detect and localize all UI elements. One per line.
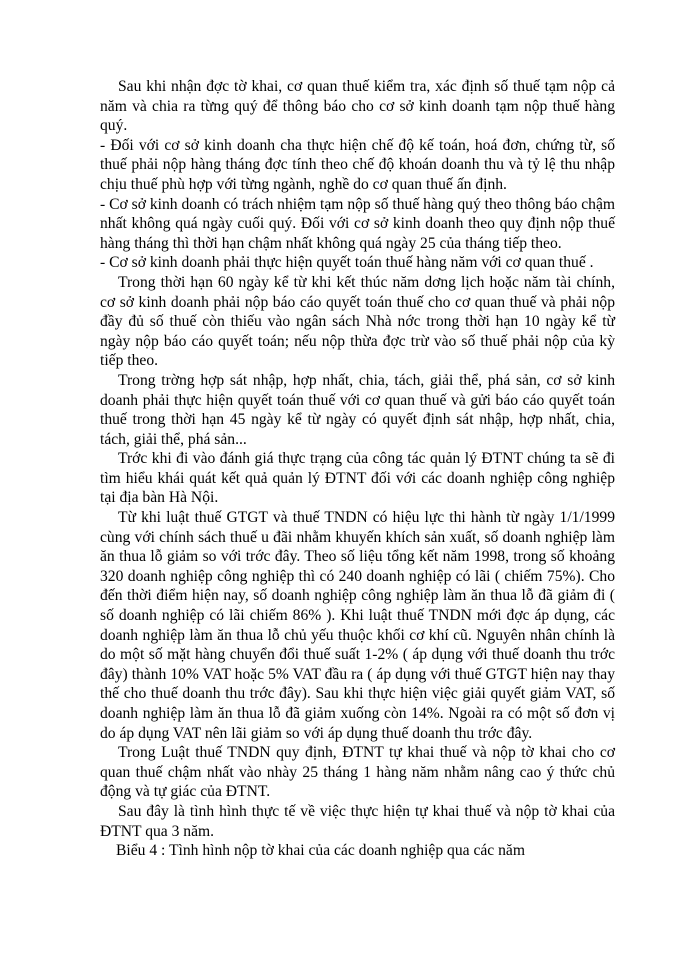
paragraph-self-declare: Trong Luật thuế TNDN quy định, ĐTNT tự khai thuế và nộp tờ khai cho cơ quan thuế chậm nhất vào nhày 25 tháng 1 hàng năm nhằm nâng cao ý thức chủ động và tự giác của ĐTNT.: [100, 744, 615, 801]
paragraph-vat-law: Từ khi luật thuế GTGT và thuế TNDN có hiệu lực thi hành từ ngày 1/1/1999 cùng với chính sách thuế u đãi nhằm khuyến khích sản xuất, số doanh nghiệp làm ăn thua lỗ giảm so với trớc đây. Theo số liệu tổng kết năm 1998, trong số khoảng 320 doanh nghiệp công nghiệp thì có 240 doanh nghiệp có lãi ( chiếm 75%). Cho đến thời điểm hiện nay, số doanh nghiệp công nghiệp làm ăn thua lỗ đã giảm đi ( số doanh nghiệp có lãi chiếm 86% ). Khi luật thuế TNDN mới đợc áp dụng, các doanh nghiệp làm ăn thua lỗ chủ yếu thuộc khối cơ khí cũ. Nguyên nhân chính là do một số mặt hàng chuyển đổi thuế suất 1-2% ( áp dụng với thuế doanh thu trớc đây) thành 10% VAT hoặc 5% VAT đầu ra ( áp dụng với thuế GTGT hiện nay thay thế cho thuế doanh thu trớc đây). Sau khi thực hiện việc giải quyết giảm VAT, số doanh nghiệp làm ăn thua lỗ đã giảm xuống còn 14%. Ngoài ra có một số đơn vị do áp dụng VAT nên lãi giảm so với áp dụng thuế doanh thu trớc đây.: [100, 509, 615, 742]
table-caption: Biểu 4 : Tình hình nộp tờ khai của các doanh nghiệp qua các năm: [116, 842, 525, 860]
document-page: [100, 77, 615, 861]
paragraph-60-days: Trong thời hạn 60 ngày kể từ khi kết thúc năm dơng lịch hoặc năm tài chính, cơ sở kinh doanh phải nộp báo cáo quyết toán thuế cho cơ quan thuế và phải nộp đầy đủ số thuế còn thiếu vào ngân sách Nhà nớc trong thời hạn 10 ngày kể từ ngày nộp báo cáo quyết toán; nếu nộp thừa đợc trừ vào số thuế phải nộp của kỳ tiếp theo.: [100, 273, 615, 370]
bullet-quarterly-payment: - Cơ sở kinh doanh có trách nhiệm tạm nộp số thuế hàng quý theo thông báo chậm nhất không quá ngày cuối quý. Đối với cơ sở kinh doanh theo quy định nộp thuế hàng tháng thì thời hạn chậm nhất không quá ngày 25 của tháng tiếp theo.: [100, 195, 615, 252]
bullet-no-accounting: - Đối với cơ sở kinh doanh cha thực hiện chế độ kế toán, hoá đơn, chứng từ, số thuế phải nộp hàng tháng đợc tính theo chế độ khoán doanh thu và tỷ lệ thu nhập chịu thuế phù hợp với từng ngành, nghề do cơ quan thuế ấn định.: [100, 136, 615, 193]
paragraph-overview: Trớc khi đi vào đánh giá thực trạng của công tác quản lý ĐTNT chúng ta sẽ đi tìm hiểu khái quát kết quả quản lý ĐTNT đối với các doanh nghiệp công nghiệp tại địa bàn Hà Nội.: [100, 450, 615, 507]
paragraph-tax-notice: Sau khi nhận đợc tờ khai, cơ quan thuế kiểm tra, xác định số thuế tạm nộp cả năm và chia ra từng quý để thông báo cho cơ sở kinh doanh tạm nộp thuế hàng quý.: [100, 78, 615, 135]
paragraph-merger: Trong trờng hợp sát nhập, hợp nhất, chia, tách, giải thể, phá sản, cơ sở kinh doanh phải thực hiện quyết toán thuế với cơ quan thuế và gửi báo cáo quyết toán thuế trong thời hạn 45 ngày kể từ ngày có quyết định sát nhập, hợp nhất, chia, tách, giải thể, phá sản...: [100, 371, 615, 448]
bullet-annual-settlement: - Cơ sở kinh doanh phải thực hiện quyết toán thuế hàng năm với cơ quan thuế .: [100, 254, 594, 272]
paragraph-situation: Sau đây là tình hình thực tế về việc thực hiện tự khai thuế và nộp tờ khai của ĐTNT qua 3 năm.: [100, 802, 615, 840]
